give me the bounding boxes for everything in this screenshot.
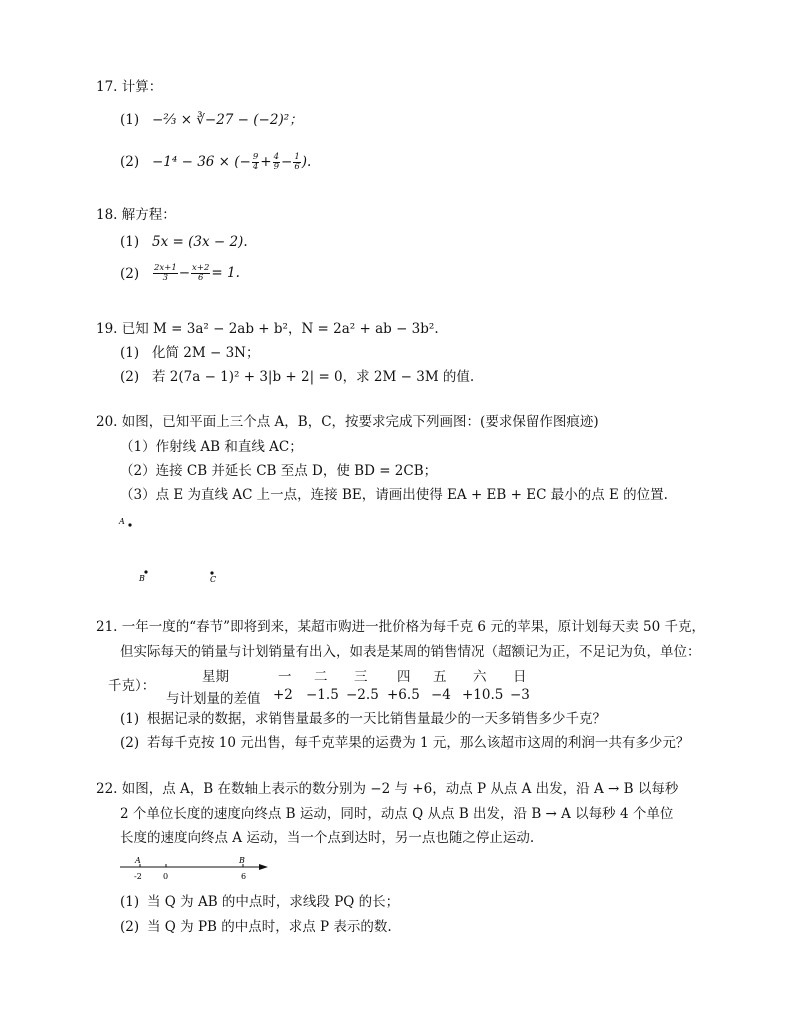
table-value: −1.5 (306, 687, 339, 703)
q21-line2: 但实际每天的销量与计划销量有出入，如表是某周的销售情况（超额记为正，不足记为负，单位： (120, 644, 701, 660)
table-header-label: 星期 (202, 669, 229, 685)
q21-part2-number: (2) (120, 735, 140, 751)
q18-part2-expression: $\frac{2x+1}{3}$ − $\frac{x+2}{6}$ = 1. (154, 263, 240, 283)
point-c-label: C (210, 575, 217, 584)
table-value: −4 (431, 687, 451, 703)
table-value: +6.5 (387, 687, 420, 703)
q18-part1-number: (1) (120, 234, 140, 250)
axis-tick-label-b: 6 (241, 872, 247, 881)
q18-part2-number: (2) (120, 266, 140, 282)
q22-line3: 长度的速度向终点 A 运动，当一个点到达时，另一点也随之停止运动. (120, 830, 535, 846)
table-day: 四 (397, 669, 411, 685)
point-c-dot (210, 571, 213, 574)
table-day: 二 (314, 669, 328, 685)
number-line-arrow-icon (259, 864, 268, 870)
table-day: 五 (433, 669, 447, 685)
q19-title: 19. 已知 M = 3a² − 2ab + b²，N = 2a² + ab − 3b². (96, 321, 439, 337)
q19-part1-text: 化简 2M − 3N； (152, 345, 260, 361)
table-day: 一 (278, 669, 292, 685)
q19-part2-number: (2) (120, 369, 140, 385)
table-value: +10.5 (462, 687, 504, 703)
q17-part2-expression: −1⁴ − 36 × (− $\frac{9}{4}$ + $\frac{4}{9}$ − $\frac{1}{6}$ ). (152, 152, 312, 172)
q18-part1-expression: 5x = (3x − 2). (152, 234, 248, 250)
table-value: +2 (273, 687, 293, 703)
q19-part1-number: (1) (120, 345, 140, 361)
q20-step1: （1）作射线 AB 和直线 AC； (120, 439, 303, 455)
q21-line3: 千克）： (108, 678, 156, 694)
point-b-label: B (139, 574, 145, 583)
q22-line2: 2 个单位长度的速度向终点 B 运动，同时，动点 Q 从点 B 出发，沿 B → A 以每秒 4 个单位 (120, 806, 674, 822)
point-a-label: A (119, 517, 125, 526)
q17-part1-expression: −⅔ × ∛−27 − (−2)²； (152, 112, 303, 128)
q17-part2-number: (2) (120, 154, 140, 170)
q21-part1-number: (1) (120, 711, 140, 727)
q18-title: 18. 解方程： (96, 207, 176, 223)
q17-title: 17. 计算： (96, 79, 163, 95)
table-day: 日 (513, 669, 527, 685)
q22-part2-text: 当 Q 为 PB 的中点时，求点 P 表示的数. (147, 919, 392, 935)
point-a-dot (128, 523, 131, 526)
q22-part1-text: 当 Q 为 AB 的中点时，求线段 PQ 的长； (147, 894, 400, 910)
point-b-dot (144, 570, 147, 573)
q17-part1-number: (1) (120, 112, 140, 128)
axis-tick-label-a: -2 (134, 872, 142, 881)
q19-part2-text: 若 2(7a − 1)² + 3|b + 2| = 0，求 2M − 3M 的值. (152, 369, 475, 385)
q21-part2-text: 若每千克按 10 元出售，每千克苹果的运费为 1 元，那么该超市这周的利润一共有多少元？ (147, 735, 690, 751)
axis-label-b: B (239, 856, 245, 865)
q21-line1: 21. 一年一度的“春节”即将到来，某超市购进一批价格为每千克 6 元的苹果，原计划每天卖 50 千克， (96, 619, 705, 635)
q20-points-figure (110, 510, 230, 590)
q21-part1-text: 根据记录的数据，求销售量最多的一天比销售量最少的一天多销售多少千克？ (147, 711, 606, 727)
table-value: −3 (510, 687, 530, 703)
number-line-figure (112, 852, 272, 884)
q20-step2: （2）连接 CB 并延长 CB 至点 D，使 BD = 2CB； (120, 463, 438, 479)
table-value: −2.5 (346, 687, 379, 703)
q22-line1: 22. 如图，点 A，B 在数轴上表示的数分别为 −2 与 +6，动点 P 从点 A 出发，沿 A → B 以每秒 (96, 781, 679, 797)
q22-part1-number: (1) (120, 894, 140, 910)
axis-tick-label-origin: 0 (163, 872, 169, 881)
q22-part2-number: (2) (120, 919, 140, 935)
axis-label-a: A (135, 856, 141, 865)
q20-title: 20. 如图，已知平面上三个点 A，B，C，按要求完成下列画图：(要求保留作图痕迹) (96, 414, 599, 430)
q20-step3: （3）点 E 为直线 AC 上一点，连接 BE，请画出使得 EA + EB + EC 最小的点 E 的位置. (120, 487, 668, 503)
table-day: 三 (354, 669, 368, 685)
table-day: 六 (473, 669, 487, 685)
table-row-label: 与计划量的差值 (166, 691, 261, 707)
